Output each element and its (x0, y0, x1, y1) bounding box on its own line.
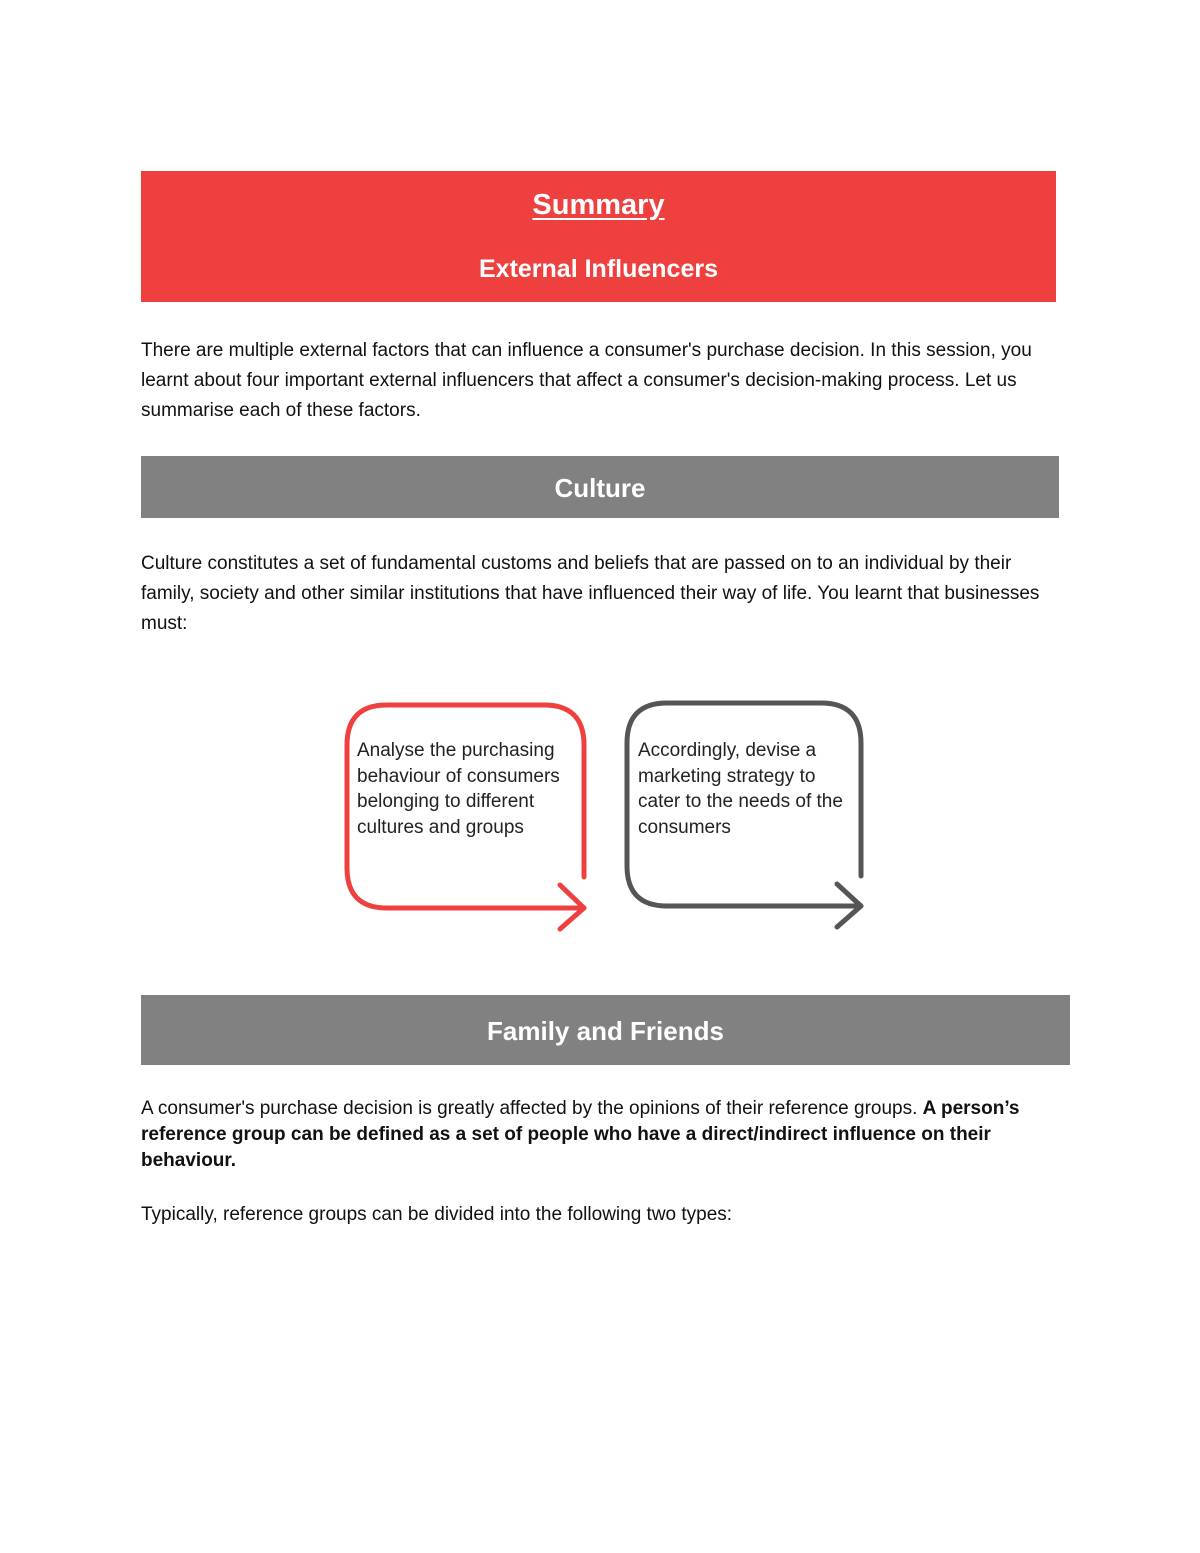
summary-banner (141, 171, 1056, 302)
page-subtitle: External Influencers (479, 255, 718, 283)
intro-paragraph: There are multiple external factors that can influence a consumer's purchase decision. In this session, you learnt about four important external influencers that affect a consumer's decision-making process. Let us summarise each of these factors. (141, 340, 1032, 421)
section-heading-culture: Culture (141, 456, 1059, 518)
page-title: Summary (532, 189, 665, 221)
culture-paragraph: Culture constitutes a set of fundamental customs and beliefs that are passed on to an individual by their family, society and other similar institutions that have influenced their way of life. You learnt that businesses must: (141, 553, 1040, 634)
family-paragraph-lead: A consumer's purchase decision is greatly affected by the opinions of their reference groups. (141, 1098, 923, 1119)
section-heading-family-and-friends: Family and Friends (141, 995, 1070, 1065)
family-paragraph (141, 1096, 1061, 1174)
step-1-text: Analyse the purchasing behaviour of consumers belonging to different cultures and groups (357, 740, 560, 838)
reference-group-definition: A person’s reference group can be defined as a set of people who have a direct/indirect influence on their behaviour. (141, 1098, 1020, 1171)
reference-groups-types-intro: Typically, reference groups can be divided into the following two types: (141, 1204, 733, 1225)
step-2-text: Accordingly, devise a marketing strategy to cater to the needs of the consumers (638, 740, 843, 838)
